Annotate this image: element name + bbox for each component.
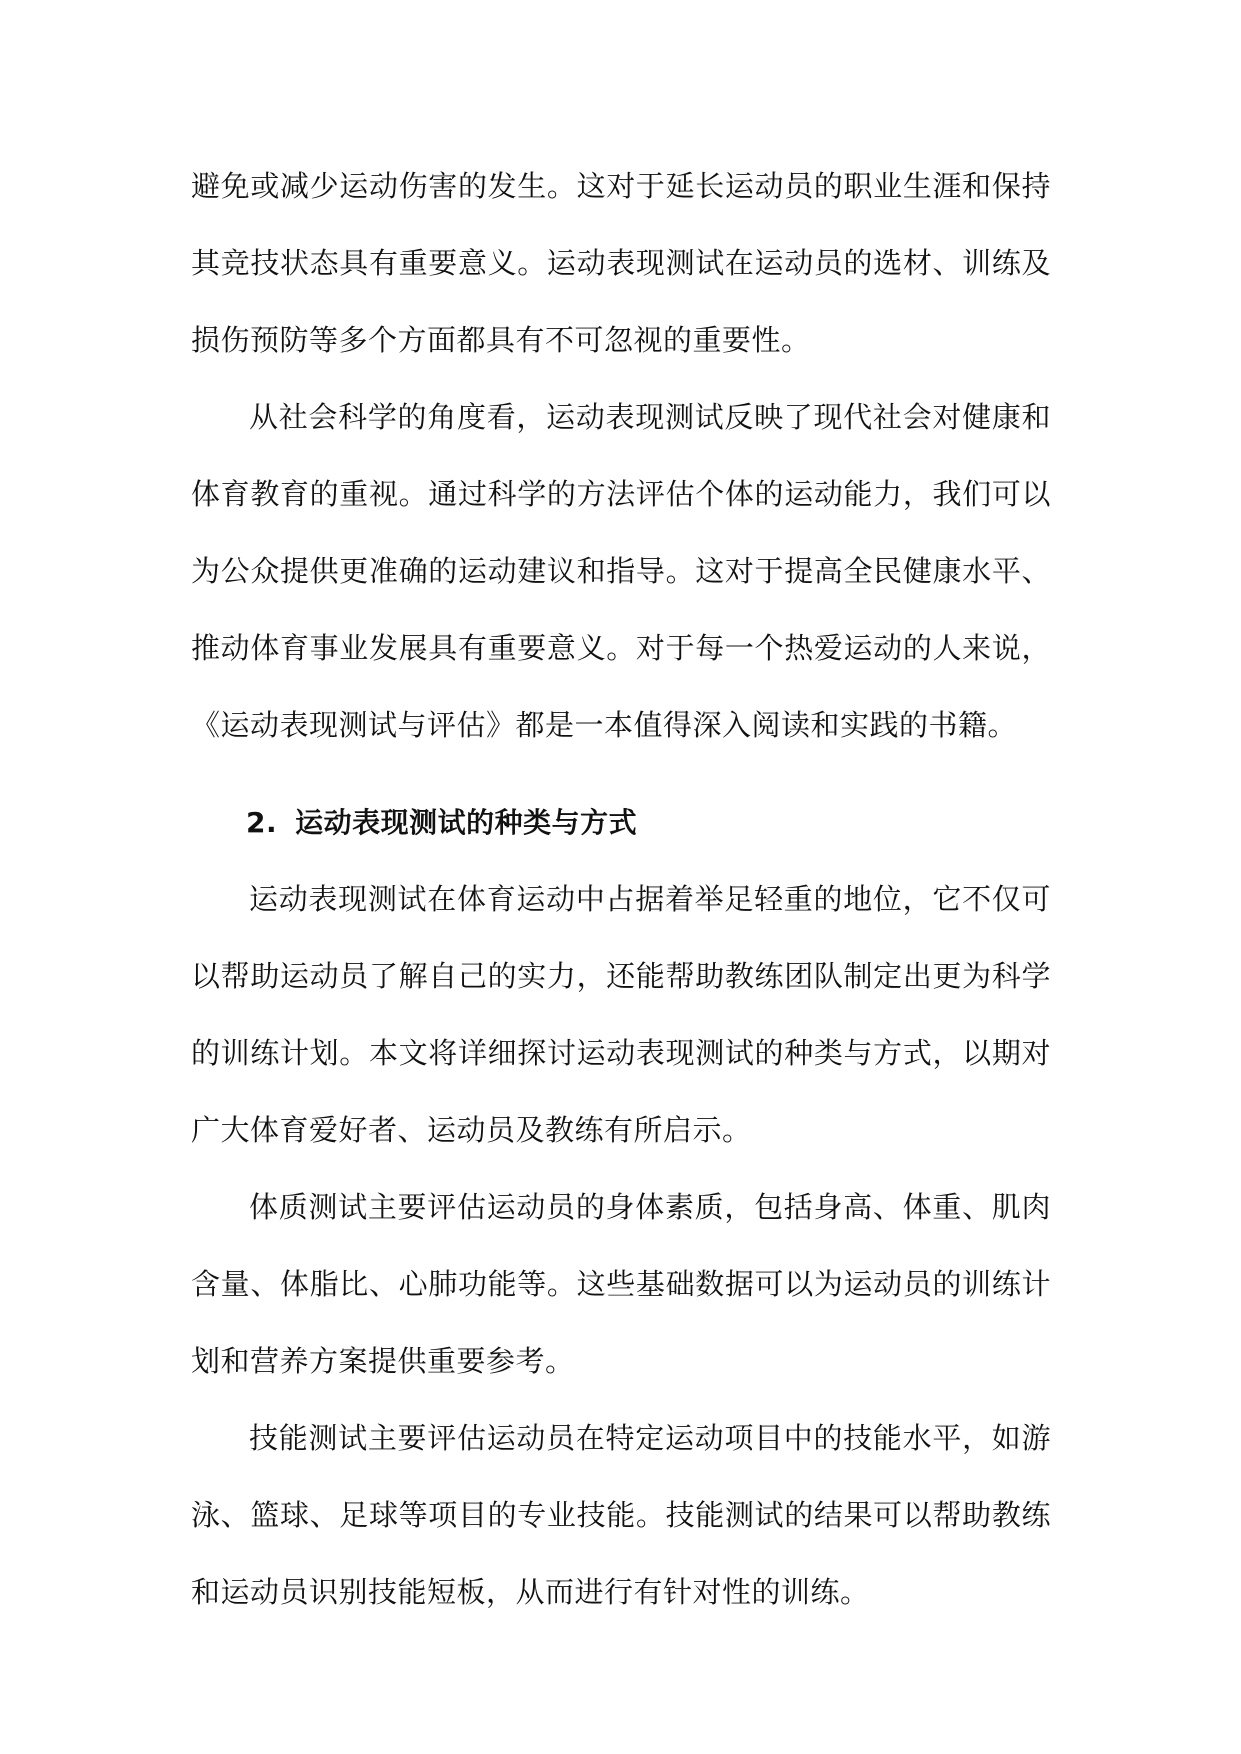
paragraph-continuation: 避免或减少运动伤害的发生。这对于延长运动员的职业生涯和保持其竞技状态具有重要意义。运动表现测试在运动员的选材、训练及损伤预防等多个方面都具有不可忽视的重要性。 (191, 169, 1051, 357)
paragraph-social-science: 从社会科学的角度看，运动表现测试反映了现代社会对健康和体育教育的重视。通过科学的方法评估个体的运动能力，我们可以为公众提供更准确的运动建议和指导。这对于提高全民健康水平、推动体育事业发展具有重要意义。对于每一个热爱运动的人来说，《运动表现测试与评估》都是一本值得深入阅读和实践的书籍。 (191, 400, 1051, 742)
section-number: 2. (246, 806, 278, 839)
section-title: 运动表现测试的种类与方式 (295, 806, 638, 839)
section-heading (191, 784, 1051, 861)
paragraph-intro: 运动表现测试在体育运动中占据着举足轻重的地位，它不仅可以帮助运动员了解自己的实力，还能帮助教练团队制定出更为科学的训练计划。本文将详细探讨运动表现测试的种类与方式，以期对广大体育爱好者、运动员及教练有所启示。 (191, 882, 1051, 1147)
paragraph-skill-test: 技能测试主要评估运动员在特定运动项目中的技能水平，如游泳、篮球、足球等项目的专业技能。技能测试的结果可以帮助教练和运动员识别技能短板，从而进行有针对性的训练。 (191, 1421, 1051, 1609)
document-body (191, 148, 1051, 1631)
paragraph-physical-test: 体质测试主要评估运动员的身体素质，包括身高、体重、肌肉含量、体脂比、心肺功能等。这些基础数据可以为运动员的训练计划和营养方案提供重要参考。 (191, 1190, 1051, 1378)
